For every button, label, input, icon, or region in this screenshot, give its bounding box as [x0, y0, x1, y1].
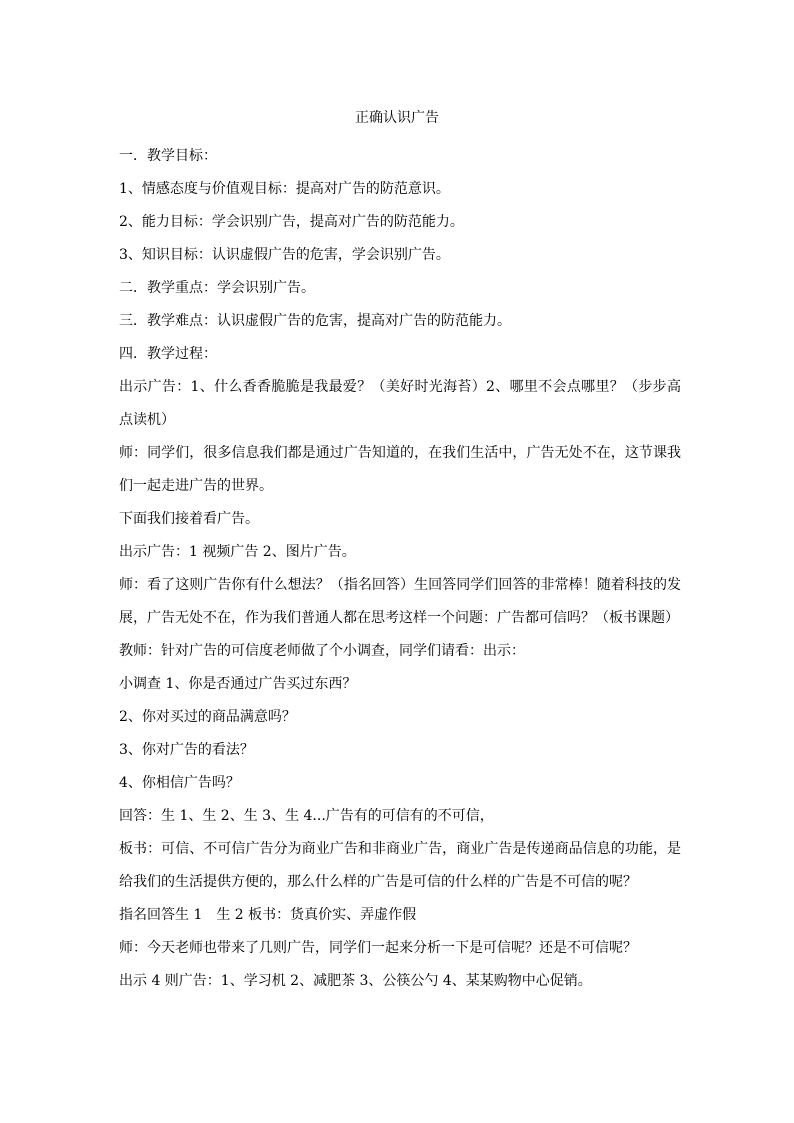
body-paragraph: 下面我们接着看广告。: [119, 511, 259, 527]
goal-item: 2、能力目标：学会识别广告，提高对广告的防范能力。: [119, 214, 464, 230]
body-paragraph: 出示广告：1 视频广告 2、图片广告。: [119, 544, 356, 560]
body-paragraph: 师：看了这则广告你有什么想法？（指名回答）生回答同学们回答的非常棒！随着科技的发展，广告无处不在，作为我们普通人都在思考这样一个问题：广告都可信吗？（板书课题）: [119, 577, 681, 626]
section-heading-process: 四．教学过程：: [119, 346, 217, 362]
body-paragraph: 师：今天老师也带来了几则广告，同学们一起来分析一下是可信呢？还是不可信呢？: [119, 940, 637, 956]
section-heading-difficulties: 三．教学难点：认识虚假广告的危害，提高对广告的防范能力。: [119, 313, 511, 329]
body-paragraph: 师：同学们，很多信息我们都是通过广告知道的，在我们生活中，广告无处不在，这节课我们一起走进广告的世界。: [119, 445, 681, 494]
survey-item: 3、你对广告的看法？: [119, 742, 254, 758]
body-paragraph: 板书：可信、不可信广告分为商业广告和非商业广告，商业广告是传递商品信息的功能，是给我们的生活提供方便的，那么什么样的广告是可信的什么样的广告是不可信的呢？: [119, 841, 681, 890]
body-paragraph: 出示 4 则广告：1、学习机 2、减肥茶 3、公筷公勺 4、某某购物中心促销。: [119, 973, 592, 989]
document-body: [119, 140, 681, 998]
goal-item: 1、情感态度与价值观目标：提高对广告的防范意识。: [119, 181, 450, 197]
body-paragraph: 出示广告：1、什么香香脆脆是我最爱？（美好时光海苔）2、哪里不会点哪里？（步步高点读机）: [119, 379, 681, 428]
survey-item: 2、你对买过的商品满意吗？: [119, 709, 296, 725]
body-paragraph: 指名回答生 1 生 2 板书：货真价实、弄虚作假: [119, 907, 417, 923]
section-heading-goals: 一．教学目标：: [119, 148, 217, 164]
goal-item: 3、知识目标：认识虚假广告的危害，学会识别广告。: [119, 247, 450, 263]
body-paragraph: 回答：生 1、生 2、生 3、生 4...广告有的可信有的不可信，: [119, 808, 494, 824]
section-heading-key-points: 二．教学重点：学会识别广告。: [119, 280, 315, 296]
body-paragraph: 教师：针对广告的可信度老师做了个小调查，同学们请看：出示：: [119, 643, 525, 659]
survey-item: 4、你相信广告吗？: [119, 775, 240, 791]
survey-item: 小调查 1、你是否通过广告买过东西？: [119, 676, 357, 692]
document-title: 正确认识广告: [355, 110, 439, 126]
